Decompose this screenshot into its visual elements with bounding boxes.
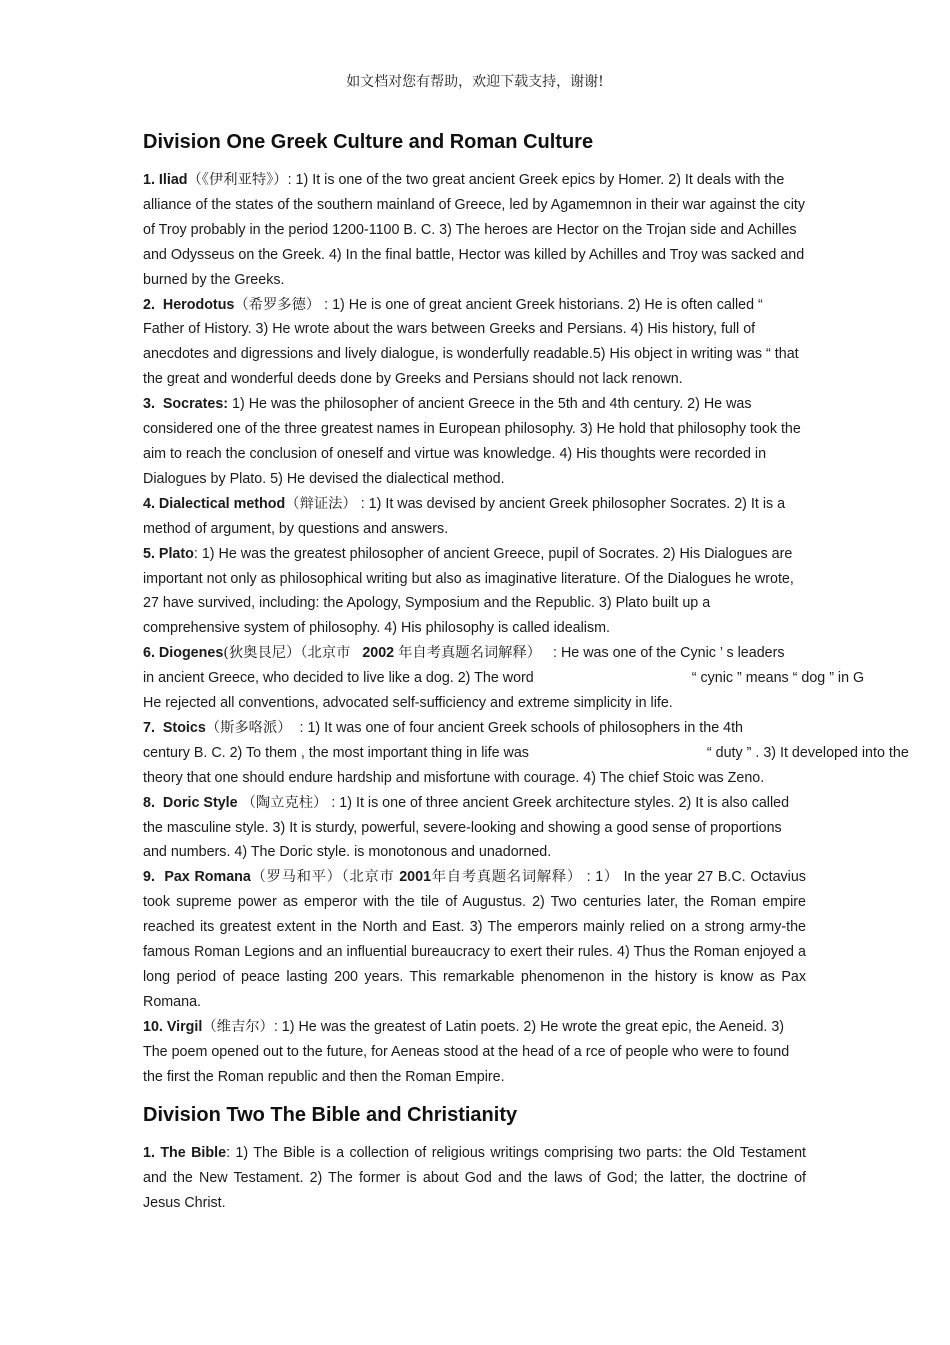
entry-chinese-note: 年自考真题名词解释）	[431, 869, 582, 886]
entry-doric-style	[143, 791, 806, 866]
entry-text: 1) He was the philosopher of ancient Greece in the 5th and 4th century. 2) He was considered one of the three greatest names in European philosophy. 3) He hold that philosophy took the aim to reach the conclusion of oneself and virtue was knowledge. 4) His thoughts were recorded in Dialogues by Plato. 5) He devised the dialectical method.	[143, 396, 801, 487]
entry-text: : 1) It is one of three ancient Greek architecture styles. 2) It is also called the masculine style. 3) It is sturdy, powerful, severe-looking and showing a good sense of proportions and numbers. 4) The Doric style. is monotonous and unadorned.	[143, 794, 790, 861]
entry-chinese: (狄奥艮尼）（北京市	[223, 645, 351, 662]
entry-year: 2001	[399, 869, 432, 886]
entry-text: “ duty ” . 3) It developed into the	[706, 744, 909, 761]
division-one-title: Division One Greek Culture and Roman Culture	[143, 131, 594, 153]
entry-number: 8.	[143, 794, 155, 811]
entry-term: Pax Romana	[164, 869, 251, 886]
entry-text: : 1) The Bible is a collection of religious writings comprising two parts: the Old Testament and the New Testament. 2) The former is about God and the laws of God; the latter, the doctrine of Jesus Christ.	[143, 1145, 806, 1211]
entry-term: Socrates:	[162, 396, 229, 413]
entry-chinese: （陶立克柱）	[241, 794, 328, 811]
entry-number: 4.	[143, 495, 155, 512]
entry-text: in ancient Greece, who decided to live like a dog. 2) The word	[143, 670, 534, 687]
entry-number: 1.	[143, 1145, 155, 1161]
entry-term: Stoics	[162, 719, 206, 736]
entry-diogenes	[143, 641, 865, 716]
entry-socrates	[143, 392, 806, 492]
entry-number: 1.	[143, 172, 155, 188]
entry-term: Plato	[158, 545, 194, 562]
entry-term: Doric Style	[162, 794, 238, 811]
division-one-body	[143, 168, 909, 1090]
entry-chinese-note: 年自考真题名词解释）	[398, 645, 542, 662]
entry-text: : 1) It is one of the two great ancient Greek epics by Homer. 2) It deals with the alliance of the states of the southern mainland of Greece, led by Agamemnon in their war against the city of Troy probably in the period 1200-1100 B. C. 3) The heroes are Hector on the Trojan side and Achilles and Odysseus on the Greek. 4) In the final battle, Hector was killed by Achilles and Troy was sacked and burned by the Greeks.	[143, 172, 806, 288]
entry-text: : 1) He was the greatest philosopher of ancient Greece, pupil of Socrates. 2) His Dialogues are important not only as philosophical writing but also as imaginative literature. Of the Dialogues he wrote, 27 have survived, including: the Apology, Symposium and the Republic. 3) Plato built up a comprehensive system of philosophy. 4) His philosophy is called idealism.	[143, 545, 794, 637]
entry-term: The Bible	[160, 1145, 227, 1161]
entry-chinese: （希罗多德）	[234, 296, 321, 313]
entry-herodotus	[143, 293, 806, 393]
entry-chinese: （斯多咯派）	[205, 719, 292, 736]
entry-virgil	[143, 1015, 806, 1090]
entry-the-bible	[143, 1141, 806, 1216]
entry-dialectical-method	[143, 492, 806, 542]
entry-term: Diogenes	[158, 645, 224, 662]
entry-text: theory that one should endure hardship and misfortune with courage. 4) The chief Stoic was Zeno.	[143, 769, 765, 786]
entry-number: 5.	[143, 545, 155, 562]
entry-text: He rejected all conventions, advocated self-sufficiency and extreme simplicity in life.	[143, 695, 673, 712]
entry-text: : 1) It was devised by ancient Greek philosopher Socrates. 2) It is a method of argument, by questions and answers.	[143, 495, 786, 537]
entry-text: century B. C. 2) To them , the most important thing in life was	[143, 744, 529, 761]
entry-number: 10.	[143, 1018, 163, 1035]
entry-stoics	[143, 716, 909, 791]
division-two-title: Division Two The Bible and Christianity	[143, 1104, 518, 1126]
entry-number: 9.	[143, 869, 155, 886]
entry-plato	[143, 542, 806, 642]
entry-term: Virgil	[166, 1018, 203, 1035]
entry-chinese: （《伊利亚特》）	[187, 172, 288, 188]
entry-iliad	[143, 168, 806, 293]
entry-text: : 1) It was one of four ancient Greek schools of philosophers in the 4th	[299, 719, 743, 736]
entry-number: 3.	[143, 396, 155, 413]
entry-pax-romana	[143, 865, 806, 1014]
entry-number: 7.	[143, 719, 155, 736]
entry-number: 2.	[143, 296, 155, 313]
entry-chinese: （罗马和平）（北京市	[250, 869, 395, 886]
header-note: 如文档对您有帮助，欢迎下载支持，谢谢!	[346, 74, 604, 90]
entry-chinese: （辩证法）	[285, 495, 357, 512]
entry-number: 6.	[143, 645, 155, 662]
entry-text: : 1） In the year 27 B.C. Octavius took supreme power as emperor with the tile of Augustus. 2) Two centuries later, the Roman empire reached its greatest extent in the North and East. 3) The emperors mainly relied on a strong army-the famous Roman Legions and an influential bureaucracy to exert their rules. 4) Thus the Roman enjoyed a long period of peace lasting 200 years. This remarkable phenomenon in the history is know as Pax Romana.	[143, 869, 806, 1010]
entry-text: “ cynic ” means “ dog ” in G	[691, 670, 865, 687]
entry-chinese: （维吉尔）	[202, 1018, 274, 1035]
entry-term: Herodotus	[162, 296, 235, 313]
entry-term: Dialectical method	[158, 495, 286, 512]
entry-term: Iliad	[158, 172, 188, 188]
entry-text: : He was one of the Cynic ’ s leaders	[553, 645, 785, 662]
division-two-body	[143, 1141, 806, 1216]
entry-year: 2002	[362, 645, 395, 662]
entry-text: : 1) He is one of great ancient Greek historians. 2) He is often called “ Father of History. 3) He wrote about the wars between Greeks and Persians. 4) His history, full of anecdotes and digressions and lively dialogue, is wonderfully readable.5) His object in writing was “ that the great and wonderful deeds done by Greeks and Persians should not lack renown.	[143, 296, 799, 388]
entry-text: : 1) He was the greatest of Latin poets. 2) He wrote the great epic, the Aeneid. 3) The poem opened out to the future, for Aeneas stood at the head of a rce of people who were to found the first the Roman republic and then the Roman Empire.	[143, 1018, 790, 1085]
